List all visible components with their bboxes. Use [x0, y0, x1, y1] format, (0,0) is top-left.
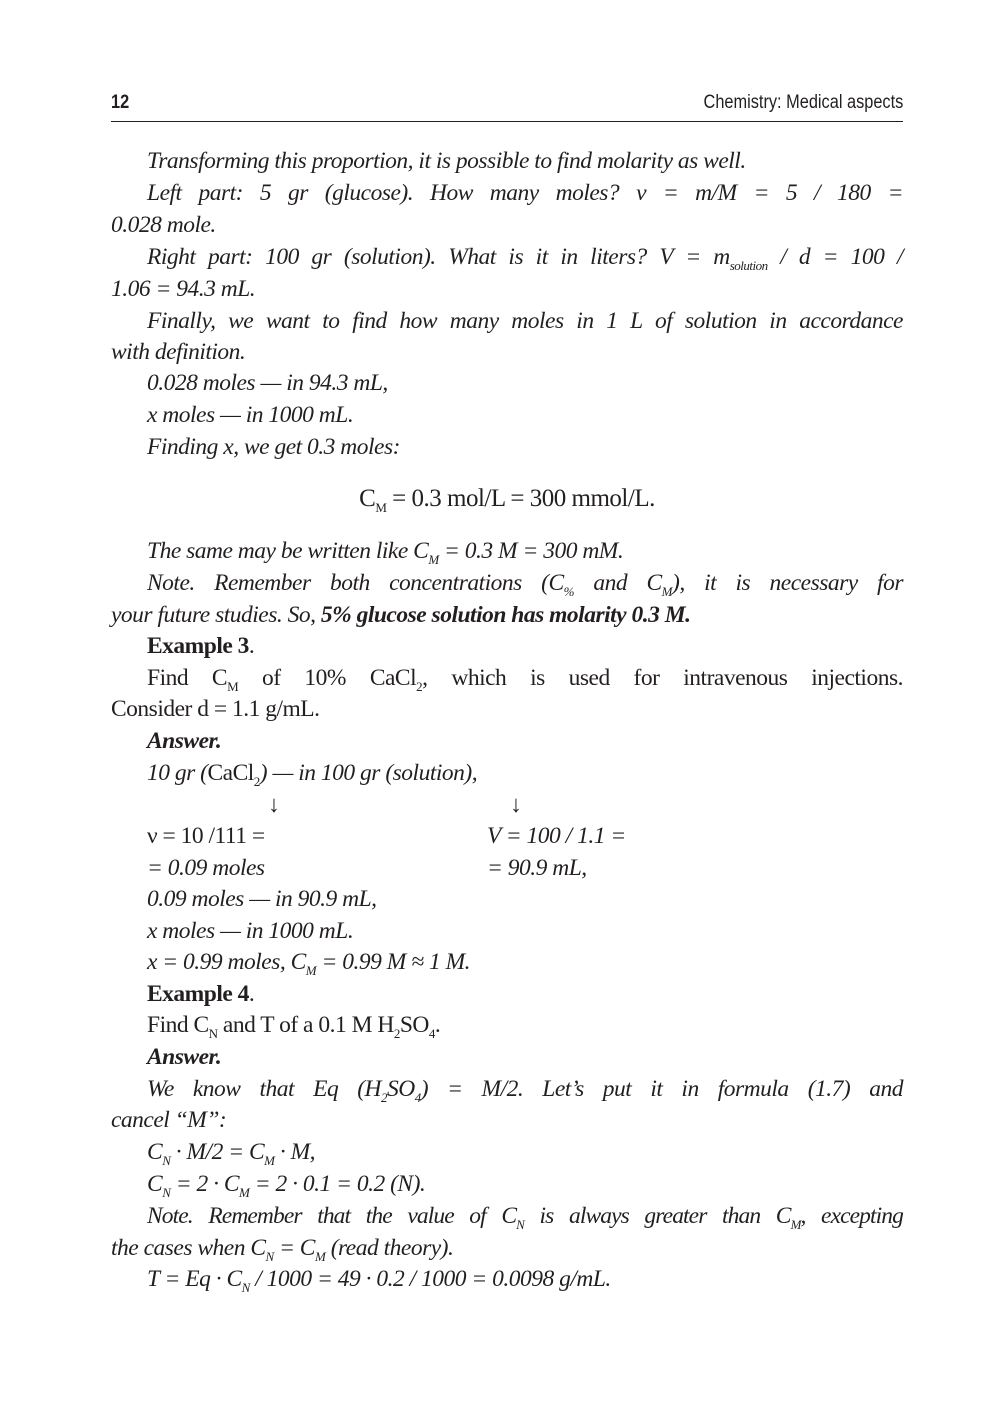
text: your future studies. So,: [111, 602, 321, 628]
text: = 0.09 moles: [147, 855, 265, 881]
text: Find C: [147, 1012, 209, 1038]
text-line: 0.09 moles — in 90.9 mL,: [147, 886, 377, 912]
subscript: N: [162, 1153, 171, 1168]
text: T = Eq · C: [147, 1266, 242, 1292]
subscript: M: [314, 1249, 326, 1264]
text: = 0.3 mol/L = 300 mmol/L.: [386, 485, 655, 512]
text: SO: [387, 1076, 415, 1102]
text: x = 0.99 moles, C: [147, 949, 306, 975]
text: Right part: 100 gr (solution). What is it in liters? V = m: [147, 244, 730, 270]
subscript: N: [208, 1026, 218, 1041]
text: ) — in 100 gr (solution),: [259, 760, 478, 786]
text-line: [111, 946, 903, 978]
text: ν = 10 /111 =: [147, 823, 265, 849]
text-line: 0.028 mole.: [111, 212, 216, 238]
page-number: 12: [111, 92, 130, 113]
text: C: [359, 485, 376, 512]
text: = 2 · C: [170, 1171, 240, 1197]
subscript: 4: [428, 1026, 435, 1041]
text: · M/2 = C: [170, 1139, 265, 1165]
text-line: [111, 1168, 903, 1200]
bold-conclusion: 5% glucose solution has molarity 0.3 M.: [320, 602, 691, 628]
text: ) = M/2. Let’s put it in formula (1.7) and: [420, 1076, 904, 1102]
subscript: 2: [393, 1026, 400, 1041]
text: .: [248, 981, 255, 1007]
text: and C: [574, 570, 662, 596]
text: C: [147, 1139, 163, 1165]
text-line: with definition.: [111, 339, 246, 365]
subscript: M: [239, 1185, 250, 1200]
text: Example 4: [147, 981, 249, 1007]
answer-label: Answer.: [147, 728, 222, 754]
text: V = 100 / 1.1 =: [487, 823, 626, 849]
text: Note. Remember that the value of C: [147, 1203, 517, 1229]
subscript: M: [661, 584, 672, 599]
header-rule: [111, 121, 903, 122]
text: Find C: [147, 665, 228, 691]
example-heading: [111, 630, 903, 662]
down-arrow-icon: ↓: [268, 792, 280, 818]
text-line: 0.028 moles — in 94.3 mL,: [147, 370, 388, 396]
text: .: [248, 633, 255, 659]
text-line: [111, 1009, 903, 1041]
text-line: [111, 757, 903, 789]
subscript: N: [241, 1280, 250, 1295]
text-line: 1.06 = 94.3 mL.: [111, 276, 256, 302]
text: We know that Eq (H: [147, 1076, 382, 1102]
text: .: [434, 1012, 441, 1038]
formula-molarity: [111, 483, 903, 515]
text: The same may be written like C: [147, 538, 429, 564]
subscript: M: [790, 1217, 801, 1232]
text: / 1000 = 49 · 0.2 / 1000 = 0.0098 g/mL.: [249, 1266, 611, 1292]
text-line: [111, 241, 903, 273]
text-line: [111, 1263, 903, 1295]
text-line: [111, 567, 903, 599]
subscript: solution: [729, 258, 768, 273]
text: / d = 100 /: [767, 244, 903, 270]
text: , which is used for intravenous injections.: [422, 665, 903, 691]
text-line: [111, 820, 903, 852]
subscript: 4: [414, 1090, 421, 1105]
text: = 2 · 0.1 = 0.2 (N).: [249, 1171, 426, 1197]
text: ), it is necessary for: [672, 570, 903, 596]
text: , excepting: [800, 1203, 903, 1229]
text: the cases when C: [111, 1235, 266, 1261]
down-arrow-icon: ↓: [510, 792, 522, 818]
text: Example 3: [147, 633, 249, 659]
text: Note. Remember both concentrations (C: [147, 570, 564, 596]
running-header-title: Chemistry: Medical aspects: [703, 92, 903, 113]
text: of 10% CaCl: [238, 665, 417, 691]
answer-label: Answer.: [147, 1044, 222, 1070]
subscript: M: [227, 679, 239, 694]
text-line: Finding x, we get 0.3 moles:: [147, 434, 400, 460]
subscript: M: [305, 963, 317, 978]
subscript: M: [375, 500, 387, 515]
text-line: [111, 535, 903, 567]
subscript: N: [516, 1217, 524, 1232]
subscript: N: [265, 1249, 274, 1264]
text-line: [111, 1200, 903, 1232]
text-line: Finally, we want to find how many moles in 1 L of solution in accordance: [147, 308, 903, 334]
text-line: Left part: 5 gr (glucose). How many moles? ν = m/M = 5 / 180 =: [147, 180, 903, 206]
text: 10 gr (: [147, 760, 208, 786]
text-line: [111, 1073, 903, 1105]
text: CaCl: [207, 760, 254, 786]
text-line: [111, 852, 903, 884]
text-line: x moles — in 1000 mL.: [147, 918, 354, 944]
text: = 0.3 M = 300 mM.: [438, 538, 624, 564]
text: (read theory).: [325, 1235, 454, 1261]
text-line: x moles — in 1000 mL.: [147, 402, 354, 428]
subscript: %: [563, 584, 574, 599]
text-line: [111, 599, 903, 631]
subscript: M: [428, 552, 439, 567]
subscript: 2: [381, 1090, 388, 1105]
text-line: [111, 1232, 903, 1264]
text: is always greater than C: [523, 1203, 791, 1229]
text: · M,: [274, 1139, 316, 1165]
text-line: cancel “M”:: [111, 1107, 227, 1133]
text-line: [111, 662, 903, 694]
text-line: [111, 1136, 903, 1168]
arrow-line: [111, 789, 903, 821]
subscript: M: [264, 1153, 275, 1168]
text: = C: [273, 1235, 315, 1261]
subscript: N: [162, 1185, 171, 1200]
text: = 90.9 mL,: [487, 855, 587, 881]
text: = 0.99 M ≈ 1 M.: [316, 949, 471, 975]
example-heading: [111, 978, 903, 1010]
text: C: [147, 1171, 163, 1197]
text: and T of a 0.1 M H: [217, 1012, 394, 1038]
subscript: 2: [416, 679, 423, 694]
text-line: Consider d = 1.1 g/mL.: [111, 696, 320, 722]
text-line: Transforming this proportion, it is possible to find molarity as well.: [147, 148, 746, 174]
text: SO: [399, 1012, 429, 1038]
subscript: 2: [253, 774, 260, 789]
